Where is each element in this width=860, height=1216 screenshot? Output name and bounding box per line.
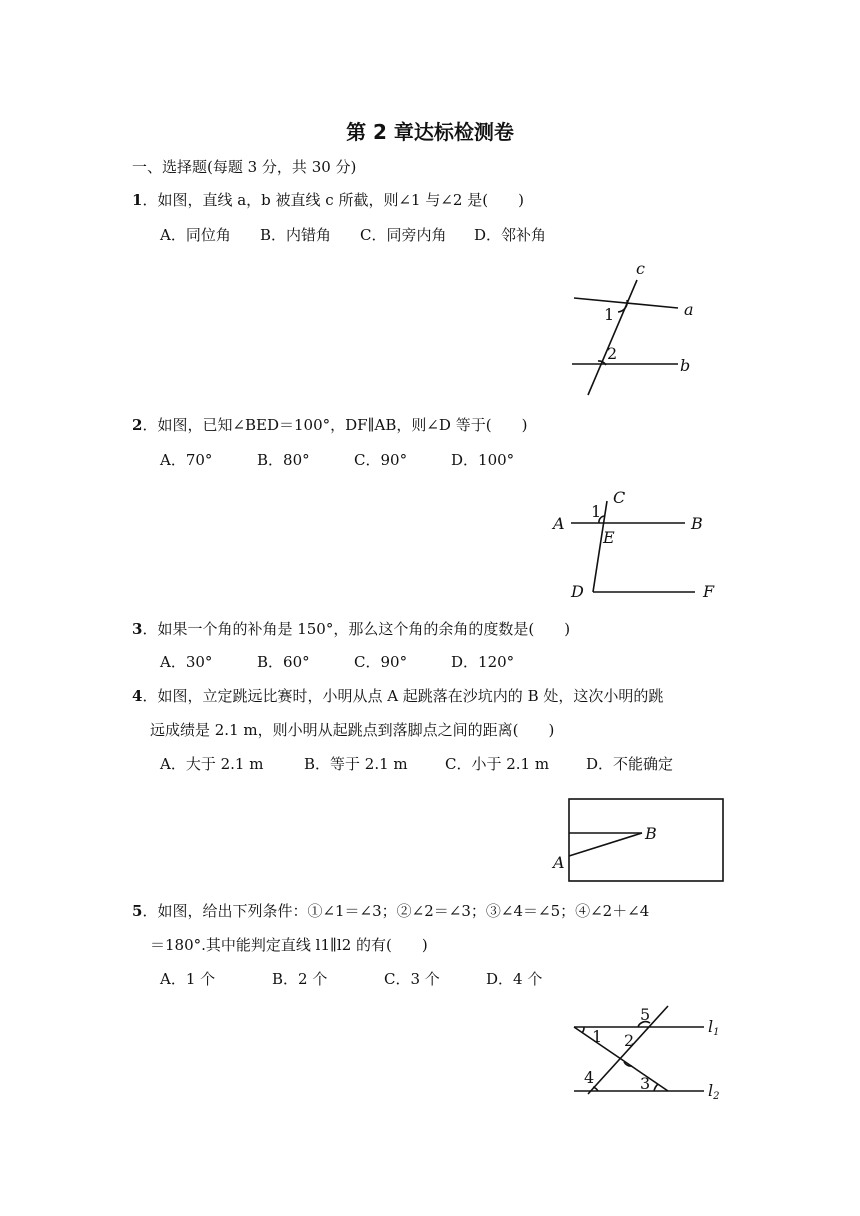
label-C: C <box>613 488 626 507</box>
question-text: ．如图，给出下列条件：①∠1＝∠3；②∠2＝∠3；③∠4＝∠5；④∠2＋∠4 <box>142 902 650 920</box>
option-b: B．60° <box>257 653 310 671</box>
question-text: ．如果一个角的补角是 150°，那么这个角的余角的度数是( ) <box>142 620 571 638</box>
line-c <box>588 280 637 395</box>
option-b: B．等于 2.1 m <box>304 755 408 773</box>
option-d: D．邻补角 <box>474 226 547 244</box>
question-text: ．如图，立定跳远比赛时，小明从点 A 起跳落在沙坑内的 B 处，这次小明的跳 <box>142 687 664 705</box>
question-number: 4 <box>132 687 143 705</box>
question-5 <box>132 901 649 921</box>
label-b: b <box>680 356 691 375</box>
question-text: ．如图，直线 a，b 被直线 c 所截，则∠1 与∠2 是( ) <box>142 191 524 209</box>
transversal-2 <box>588 1006 668 1094</box>
figure-q2 <box>545 483 730 603</box>
label-angle-2: 2 <box>624 1031 635 1050</box>
label-l1-sub: 1 <box>713 1027 720 1038</box>
line-ab <box>569 833 642 856</box>
angle-1-arc <box>582 1027 584 1033</box>
question-number: 5 <box>132 902 143 920</box>
label-angle-3: 3 <box>640 1074 651 1093</box>
question-text: ．如图，已知∠BED＝100°，DF∥AB，则∠D 等于( ) <box>142 416 528 434</box>
figure-q4 <box>545 792 730 887</box>
option-c: C．90° <box>354 653 408 671</box>
label-E: E <box>603 528 615 547</box>
label-angle-1: 1 <box>604 305 615 324</box>
label-angle-4: 4 <box>584 1068 595 1087</box>
option-b: B．内错角 <box>260 226 332 244</box>
angle-3-arc <box>654 1084 658 1091</box>
figure-q1 <box>560 255 710 400</box>
option-a: A．70° <box>160 451 213 469</box>
label-l2-letter: l <box>708 1081 714 1100</box>
option-c: C．小于 2.1 m <box>445 755 550 773</box>
option-d: D．不能确定 <box>586 755 674 773</box>
option-b: B．2 个 <box>272 970 328 988</box>
question-number: 2 <box>132 416 143 434</box>
label-A: A <box>553 853 565 872</box>
label-angle-1: 1 <box>591 502 602 521</box>
label-angle-1: 1 <box>592 1027 603 1046</box>
page-title: 第 2 章达标检测卷 <box>346 120 514 144</box>
label-l1-letter: l <box>708 1017 714 1036</box>
label-B: B <box>691 514 703 533</box>
figure-q5 <box>560 1000 730 1100</box>
label-angle-2: 2 <box>607 344 618 363</box>
option-c: C．90° <box>354 451 408 469</box>
option-d: D．4 个 <box>486 970 543 988</box>
option-b: B．80° <box>257 451 310 469</box>
question-number: 3 <box>132 620 143 638</box>
option-a: A．大于 2.1 m <box>160 755 264 773</box>
question-4 <box>132 686 663 706</box>
question-5-continued: ＝180°.其中能判定直线 l1∥l2 的有( ) <box>150 936 428 954</box>
option-a: A．同位角 <box>160 226 231 244</box>
section-heading: 一、选择题(每题 3 分，共 30 分) <box>132 158 357 176</box>
label-D: D <box>571 582 584 601</box>
option-a: A．30° <box>160 653 213 671</box>
question-1 <box>132 190 524 210</box>
label-l2-sub: 2 <box>713 1091 720 1102</box>
label-a: a <box>684 300 694 319</box>
option-d: D．100° <box>451 451 515 469</box>
question-number: 1 <box>132 191 143 209</box>
label-F: F <box>703 582 715 601</box>
label-A: A <box>553 514 565 533</box>
label-l2 <box>708 1081 720 1102</box>
question-3 <box>132 619 570 639</box>
label-angle-5: 5 <box>640 1005 651 1024</box>
option-d: D．120° <box>451 653 515 671</box>
question-4-continued: 远成绩是 2.1 m，则小明从起跳点到落脚点之间的距离( ) <box>150 721 555 739</box>
option-a: A．1 个 <box>160 970 216 988</box>
label-l1 <box>708 1017 720 1038</box>
label-B: B <box>645 824 657 843</box>
question-2 <box>132 415 527 435</box>
label-c: c <box>636 259 645 278</box>
option-c: C．3 个 <box>384 970 440 988</box>
option-c: C．同旁内角 <box>360 226 447 244</box>
